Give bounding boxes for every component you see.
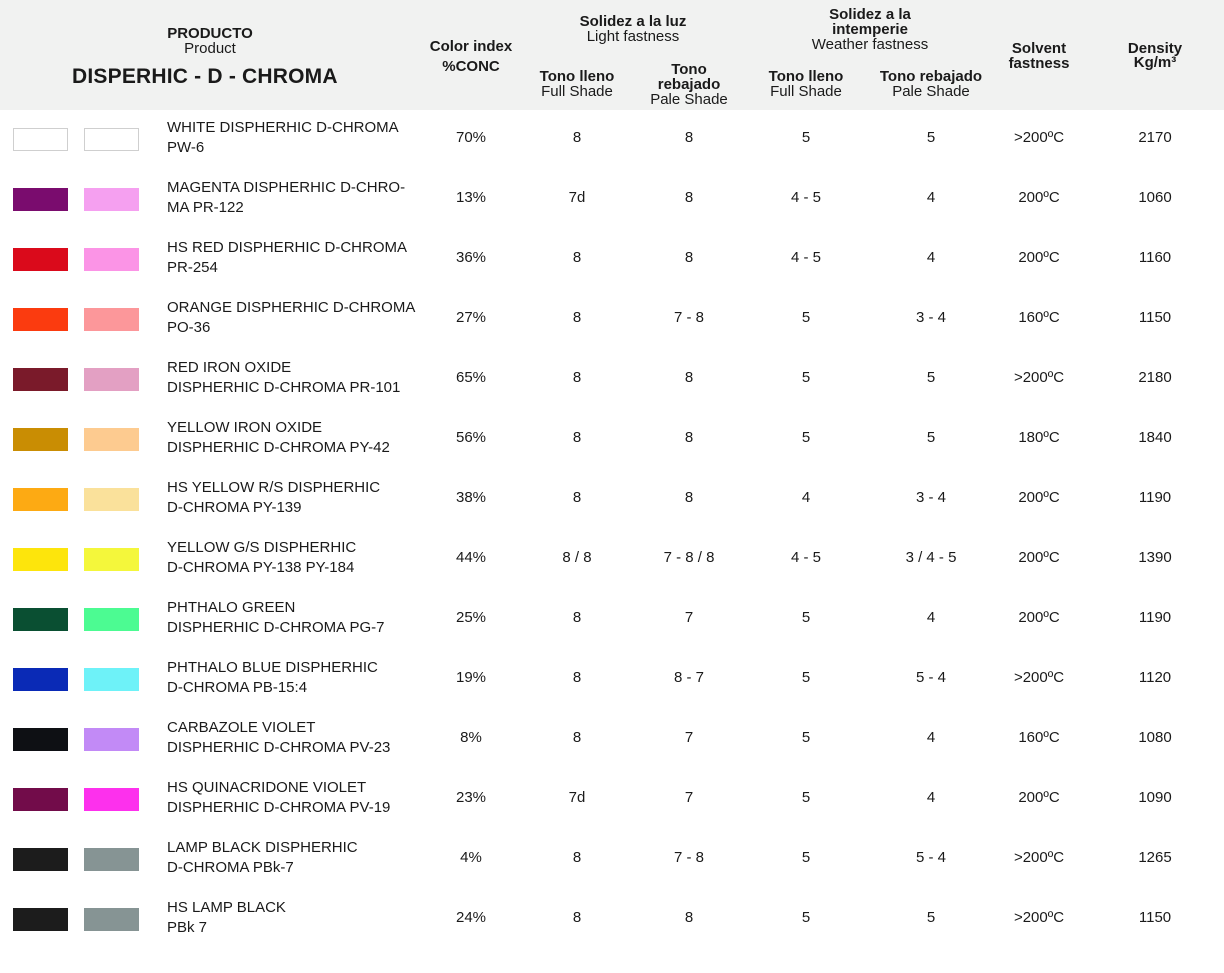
solvent-cell: 200ºC xyxy=(1018,549,1060,566)
pale-shade-swatch xyxy=(84,308,139,331)
density-cell: 1080 xyxy=(1138,729,1172,746)
light-pale-cell: 7 - 8 / 8 xyxy=(663,549,715,566)
product-name: ORANGE DISPHERHIC D-CHROMA PO-36 xyxy=(167,299,416,336)
density-cell: 1190 xyxy=(1138,489,1172,506)
solvent-cell: 200ºC xyxy=(1018,789,1060,806)
light-pale-cell: 7 - 8 xyxy=(673,309,705,326)
light-pale-cell: 8 xyxy=(684,189,694,206)
full-shade-swatch xyxy=(13,368,68,391)
weather-full-cell: 5 xyxy=(801,129,811,146)
weather-pale-cell: 3 - 4 xyxy=(915,309,947,326)
weather-full-cell: 5 xyxy=(801,369,811,386)
conc-cell: 36% xyxy=(455,249,487,266)
light-full-cell: 8 xyxy=(572,129,582,146)
conc-cell: 38% xyxy=(455,489,487,506)
light-full-cell: 7d xyxy=(568,189,586,206)
conc-cell: 27% xyxy=(455,309,487,326)
table-row xyxy=(0,116,1224,176)
solvent-cell: 160ºC xyxy=(1018,309,1060,326)
light-pale-cell: 7 xyxy=(684,789,694,806)
density-cell: 1150 xyxy=(1138,909,1172,926)
light-fastness-subheading: Light fastness xyxy=(586,28,680,45)
weather-fastness-subheading: Weather fastness xyxy=(811,36,929,53)
pale-shade-swatch xyxy=(84,548,139,571)
light-full-cell: 8 xyxy=(572,369,582,386)
pale-shade-swatch xyxy=(84,188,139,211)
pale-shade-swatch xyxy=(84,248,139,271)
table-header xyxy=(0,0,1224,110)
table-row xyxy=(0,896,1224,956)
density-cell: 1060 xyxy=(1138,189,1172,206)
table-row xyxy=(0,176,1224,236)
conc-heading: %CONC xyxy=(442,58,500,75)
table-row xyxy=(0,836,1224,896)
product-name: HS RED DISPHERHIC D-CHROMA PR-254 xyxy=(167,239,408,276)
pale-shade-swatch xyxy=(84,428,139,451)
product-name: YELLOW G/S DISPHERHIC D-CHROMA PY-138 PY-184 xyxy=(167,539,357,576)
pale-shade-swatch xyxy=(84,368,139,391)
table-row xyxy=(0,656,1224,716)
light-pale-cell: 8 xyxy=(684,129,694,146)
light-pale-cell: 7 - 8 xyxy=(673,849,705,866)
weather-pale-cell: 5 xyxy=(926,129,936,146)
weather-pale-cell: 5 - 4 xyxy=(915,669,947,686)
table-row xyxy=(0,476,1224,536)
full-shade-swatch xyxy=(13,488,68,511)
density-cell: 2170 xyxy=(1138,129,1172,146)
solvent-cell: 200ºC xyxy=(1018,489,1060,506)
weather-full-cell: 4 - 5 xyxy=(790,549,822,566)
full-shade-swatch xyxy=(13,908,68,931)
light-full-cell: 8 xyxy=(572,609,582,626)
page-title: DISPERHIC - D - CHROMA xyxy=(72,65,338,88)
density-cell: 1160 xyxy=(1138,249,1172,266)
product-heading: PRODUCTO xyxy=(167,25,253,42)
table-row xyxy=(0,776,1224,836)
full-shade-swatch xyxy=(13,188,68,211)
pale-shade-swatch xyxy=(84,848,139,871)
full-shade-swatch xyxy=(13,428,68,451)
density-cell: 1265 xyxy=(1138,849,1172,866)
weather-fastness-heading-2: intemperie xyxy=(832,21,908,38)
weather-pale-cell: 4 xyxy=(926,729,936,746)
light-full-subheading: Full Shade xyxy=(541,83,613,100)
conc-cell: 65% xyxy=(455,369,487,386)
light-fastness-heading: Solidez a la luz xyxy=(579,13,687,30)
light-full-cell: 7d xyxy=(568,789,586,806)
light-full-cell: 8 xyxy=(572,669,582,686)
light-pale-cell: 8 xyxy=(684,249,694,266)
product-name: PHTHALO GREEN DISPHERHIC D-CHROMA PG-7 xyxy=(167,599,385,636)
weather-full-cell: 5 xyxy=(801,669,811,686)
weather-full-cell: 4 xyxy=(801,489,811,506)
weather-pale-heading: Tono rebajado xyxy=(879,68,983,85)
light-pale-subheading: Pale Shade xyxy=(650,91,728,108)
weather-pale-cell: 5 xyxy=(926,909,936,926)
solvent-cell: 200ºC xyxy=(1018,249,1060,266)
product-name: HS LAMP BLACK PBk 7 xyxy=(167,899,286,936)
conc-cell: 44% xyxy=(455,549,487,566)
weather-pale-cell: 3 / 4 - 5 xyxy=(905,549,957,566)
solvent-cell: >200ºC xyxy=(1013,129,1065,146)
full-shade-swatch xyxy=(13,548,68,571)
density-heading: Density xyxy=(1127,40,1183,57)
weather-full-cell: 5 xyxy=(801,909,811,926)
solvent-cell: >200ºC xyxy=(1013,909,1065,926)
weather-full-cell: 5 xyxy=(801,429,811,446)
weather-fastness-heading: Solidez a la xyxy=(829,6,911,23)
conc-cell: 8% xyxy=(460,729,482,746)
light-pale-cell: 8 xyxy=(684,489,694,506)
weather-pale-cell: 4 xyxy=(926,189,936,206)
full-shade-swatch xyxy=(13,608,68,631)
conc-cell: 19% xyxy=(455,669,487,686)
weather-full-cell: 5 xyxy=(801,849,811,866)
product-name: WHITE DISPHERHIC D-CHROMA PW-6 xyxy=(167,119,399,156)
product-subheading: Product xyxy=(184,40,236,57)
product-name: HS YELLOW R/S DISPHERHIC D-CHROMA PY-139 xyxy=(167,479,381,516)
conc-cell: 23% xyxy=(455,789,487,806)
conc-cell: 13% xyxy=(455,189,487,206)
table-row xyxy=(0,596,1224,656)
full-shade-swatch xyxy=(13,728,68,751)
light-pale-cell: 8 xyxy=(684,369,694,386)
table-row xyxy=(0,716,1224,776)
light-full-cell: 8 xyxy=(572,489,582,506)
weather-pale-cell: 5 - 4 xyxy=(915,849,947,866)
weather-pale-cell: 4 xyxy=(926,249,936,266)
density-cell: 2180 xyxy=(1138,369,1172,386)
light-pale-cell: 7 xyxy=(684,729,694,746)
table-row xyxy=(0,536,1224,596)
weather-full-cell: 5 xyxy=(801,729,811,746)
solvent-cell: >200ºC xyxy=(1013,849,1065,866)
light-full-cell: 8 xyxy=(572,249,582,266)
full-shade-swatch xyxy=(13,848,68,871)
light-full-cell: 8 xyxy=(572,309,582,326)
light-full-cell: 8 / 8 xyxy=(562,549,592,566)
pale-shade-swatch xyxy=(84,728,139,751)
weather-pale-cell: 4 xyxy=(926,789,936,806)
conc-cell: 56% xyxy=(455,429,487,446)
solvent-heading-2: fastness xyxy=(1008,55,1070,72)
light-full-cell: 8 xyxy=(572,429,582,446)
solvent-cell: >200ºC xyxy=(1013,669,1065,686)
light-pale-cell: 7 xyxy=(684,609,694,626)
weather-full-cell: 4 - 5 xyxy=(790,249,822,266)
weather-full-cell: 5 xyxy=(801,609,811,626)
light-pale-heading-2: rebajado xyxy=(657,76,721,93)
pale-shade-swatch xyxy=(84,608,139,631)
weather-pale-cell: 5 xyxy=(926,369,936,386)
full-shade-swatch xyxy=(13,308,68,331)
weather-pale-cell: 4 xyxy=(926,609,936,626)
pale-shade-swatch xyxy=(84,128,139,151)
solvent-cell: 180ºC xyxy=(1018,429,1060,446)
product-name: YELLOW IRON OXIDE DISPHERHIC D-CHROMA PY-42 xyxy=(167,419,390,456)
pale-shade-swatch xyxy=(84,488,139,511)
density-cell: 1120 xyxy=(1138,669,1172,686)
solvent-heading: Solvent xyxy=(1011,40,1067,57)
light-pale-cell: 8 - 7 xyxy=(673,669,705,686)
full-shade-swatch xyxy=(13,128,68,151)
weather-full-heading: Tono lleno xyxy=(768,68,844,85)
light-full-heading: Tono lleno xyxy=(539,68,615,85)
density-cell: 1150 xyxy=(1138,309,1172,326)
light-full-cell: 8 xyxy=(572,729,582,746)
solvent-cell: 160ºC xyxy=(1018,729,1060,746)
conc-cell: 25% xyxy=(455,609,487,626)
product-name: CARBAZOLE VIOLET DISPHERHIC D-CHROMA PV-23 xyxy=(167,719,391,756)
weather-pale-cell: 3 - 4 xyxy=(915,489,947,506)
full-shade-swatch xyxy=(13,668,68,691)
conc-cell: 70% xyxy=(455,129,487,146)
product-name: PHTHALO BLUE DISPHERHIC D-CHROMA PB-15:4 xyxy=(167,659,378,696)
density-unit-heading: Kg/m³ xyxy=(1133,54,1177,71)
density-cell: 1190 xyxy=(1138,609,1172,626)
product-name: HS QUINACRIDONE VIOLET DISPHERHIC D-CHROMA PV-19 xyxy=(167,779,391,816)
product-name: LAMP BLACK DISPHERHIC D-CHROMA PBk-7 xyxy=(167,839,358,876)
full-shade-swatch xyxy=(13,788,68,811)
light-pale-cell: 8 xyxy=(684,429,694,446)
table-row xyxy=(0,416,1224,476)
table-row xyxy=(0,296,1224,356)
product-name: MAGENTA DISPHERHIC D-CHRO- MA PR-122 xyxy=(167,179,406,216)
light-full-cell: 8 xyxy=(572,909,582,926)
light-full-cell: 8 xyxy=(572,849,582,866)
table-row xyxy=(0,356,1224,416)
weather-pale-cell: 5 xyxy=(926,429,936,446)
solvent-cell: 200ºC xyxy=(1018,189,1060,206)
color-index-heading: Color index xyxy=(429,38,513,55)
density-cell: 1840 xyxy=(1138,429,1172,446)
product-name: RED IRON OXIDE DISPHERHIC D-CHROMA PR-101 xyxy=(167,359,401,396)
pale-shade-swatch xyxy=(84,788,139,811)
weather-full-cell: 4 - 5 xyxy=(790,189,822,206)
light-pale-heading: Tono xyxy=(671,61,707,78)
light-pale-cell: 8 xyxy=(684,909,694,926)
pale-shade-swatch xyxy=(84,908,139,931)
full-shade-swatch xyxy=(13,248,68,271)
weather-full-cell: 5 xyxy=(801,789,811,806)
solvent-cell: >200ºC xyxy=(1013,369,1065,386)
weather-full-cell: 5 xyxy=(801,309,811,326)
weather-full-subheading: Full Shade xyxy=(770,83,842,100)
solvent-cell: 200ºC xyxy=(1018,609,1060,626)
weather-pale-subheading: Pale Shade xyxy=(892,83,970,100)
density-cell: 1090 xyxy=(1138,789,1172,806)
conc-cell: 24% xyxy=(455,909,487,926)
pale-shade-swatch xyxy=(84,668,139,691)
conc-cell: 4% xyxy=(460,849,482,866)
table-row xyxy=(0,236,1224,296)
density-cell: 1390 xyxy=(1138,549,1172,566)
